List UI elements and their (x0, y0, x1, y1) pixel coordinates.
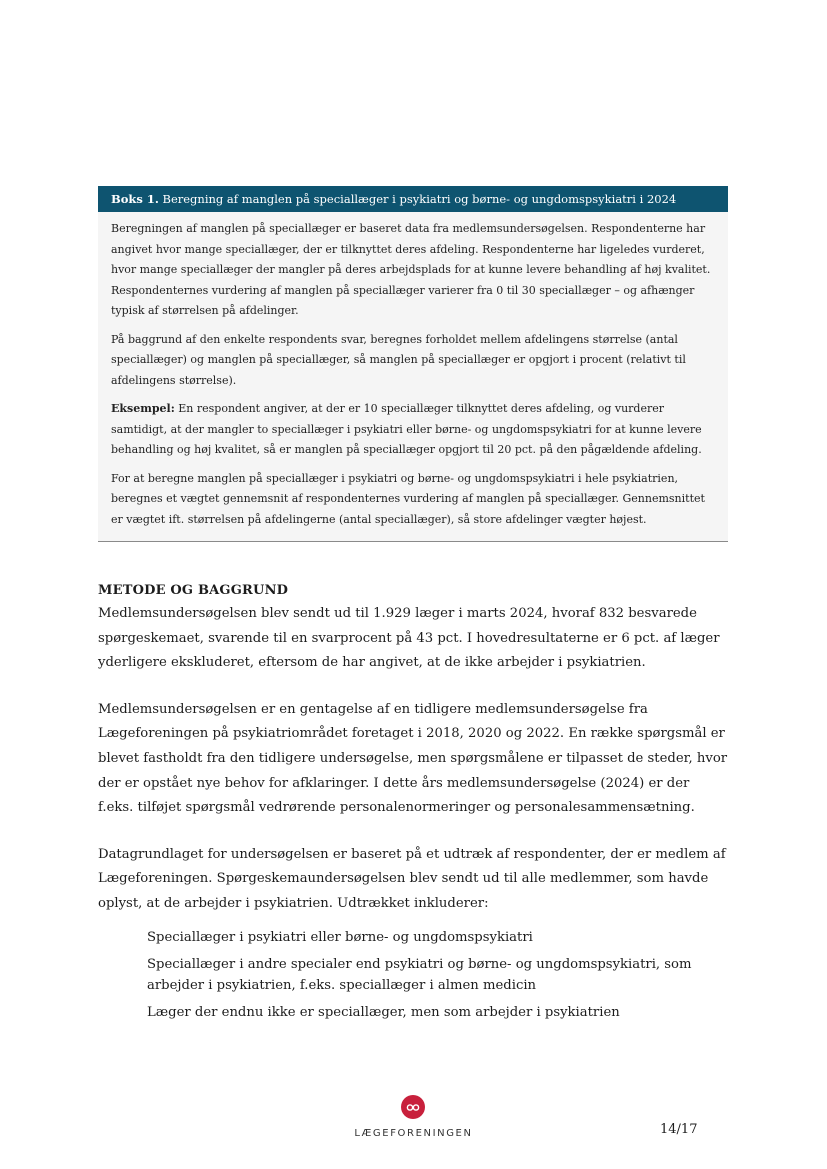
body-paragraph-1: Medlemsundersøgelsen blev sendt ud til 1.929 læger i marts 2024, hvoraf 832 besvarede spørgeskemaet, svarende til en svarprocent på 43 pct. I hovedresultaterne er 6 pct. af læger yderligere ekskluderet, eftersom de har angivet, at de ikke arbejder i psykiatrien. (98, 606, 720, 671)
section-heading: METODE OG BAGGRUND (98, 583, 289, 598)
laegeforeningen-logo-icon (401, 1095, 425, 1119)
info-box-body (98, 212, 728, 541)
info-box-example (111, 399, 714, 461)
list-item: Speciallæger i psykiatri eller børne- og ungdomspsykiatri (147, 929, 533, 945)
body-paragraph-3: Datagrundlaget for undersøgelsen er baseret på et udtræk af respondenter, der er medlem af Lægeforeningen. Spørgeskemaundersøgelsen blev sendt ud til alle medlemmer, som havde oplyst, at de arbejder i psykiatrien. Udtrækket inkluderer: (98, 846, 726, 911)
logo-glyph-icon (406, 1103, 420, 1112)
info-box-title: Beregning af manglen på speciallæger i psykiatri og børne- og ungdomspsykiatri i 2024 (162, 192, 677, 206)
inclusion-list (98, 927, 728, 1023)
page-number: 14/17 (660, 1122, 698, 1137)
info-box-paragraph-1: Beregningen af manglen på speciallæger er baseret data fra medlemsundersøgelsen. Respondenterne har angivet hvor mange speciallæger, der er tilknyttet deres afdeling. Respondenterne har ligeledes vurderet, hvor mange speciallæger der mangler på deres arbejdsplads for at kunne levere behandling af høj kvalitet. Respondenternes vurdering af manglen på speciallæger varierer fra 0 til 30 speciallæger – og afhænger typisk af størrelsen på afdelinger. (111, 222, 711, 317)
info-box-label: Boks 1. (111, 192, 159, 206)
example-label: Eksempel: (111, 402, 175, 415)
info-box-paragraph-2: På baggrund af den enkelte respondents svar, beregnes forholdet mellem afdelingens størrelse (antal speciallæger) og manglen på speciallæger, så manglen på speciallæger er opgjort i procent (relativt til afdelingens størrelse). (111, 332, 686, 387)
example-text: En respondent angiver, at der er 10 speciallæger tilknyttet deres afdeling, og vurderer samtidigt, at der mangler to speciallæger i psykiatri eller børne- og ungdomspsykiatri for at kunne levere behandling og høj kvalitet, så er manglen på speciallæger opgjort til 20 pct. på den pågældende afdeling. (111, 402, 702, 456)
body-paragraph-2: Medlemsundersøgelsen er en gentagelse af en tidligere medlemsundersøgelse fra Lægeforeningen på psykiatriområdet foretaget i 2018, 2020 og 2022. En række spørgsmål er blevet fastholdt fra den tidligere undersøgelse, men spørgsmålene er tilpasset de steder, hvor der er opstået nye behov for afklaringer. I dette års medlemsundersøgelse (2024) er der f.eks. tilføjet spørgsmål vedrørende personalenormeringer og personalesammensætning. (98, 701, 728, 816)
info-box-paragraph-4: For at beregne manglen på speciallæger i psykiatri og børne- og ungdomspsykiatri i hele psykiatrien, beregnes et vægtet gennemsnit af respondenternes vurdering af manglen på speciallæger. Gennemsnittet er vægtet ift. størrelsen på afdelingerne (antal speciallæger), så store afdelinger vægter højest. (111, 471, 705, 526)
footer-org-name: LÆGEFORENINGEN (354, 1128, 473, 1139)
info-box-header (98, 186, 728, 212)
info-box (98, 186, 728, 542)
main-content (98, 580, 728, 1029)
list-item: Speciallæger i andre specialer end psykiatri og børne- og ungdomspsykiatri, som arbejder i psykiatrien, f.eks. speciallæger i almen medicin (147, 956, 692, 993)
list-item: Læger der endnu ikke er speciallæger, men som arbejder i psykiatrien (147, 1004, 620, 1020)
